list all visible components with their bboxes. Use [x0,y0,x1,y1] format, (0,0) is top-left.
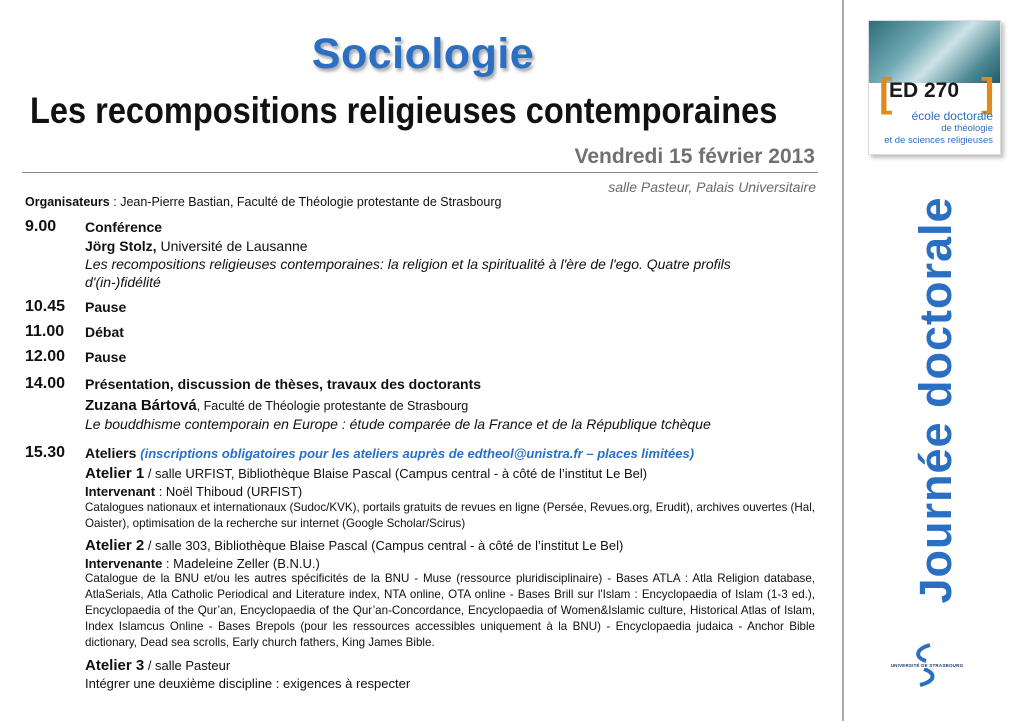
item-time: 11.00 [25,323,65,340]
atelier-1-title [85,465,647,482]
page-subtitle: Les recompositions religieuses contemporaines [30,90,778,131]
item-heading: Présentation, discussion de thèses, travaux des doctorants [85,376,482,392]
organisers-label: Organisateurs [25,195,110,209]
event-venue: salle Pasteur, Palais Universitaire [608,179,816,195]
vertical-title-text: Journée doctorale [910,196,961,604]
speaker-affiliation: , Faculté de Théologie protestante de Strasbourg [196,399,469,413]
item-time: 9.00 [25,218,57,235]
talk-title-line1: Le bouddhisme contemporain en Europe : étude comparée de la France et de la République tchèque [85,416,711,432]
logo-line2: de théologie [941,123,993,134]
speaker-role: Intervenant [85,484,156,499]
item-heading: Débat [85,324,124,340]
atelier-2-description: Catalogue de la BNU et/ou les autres spécificités de la BNU - Muse (ressource pluridisciplinaire) - Bases ATLA : Atla Religion database, AtlaSerials, Atla Catholic Periodical and Literature index, NTA online, OTA online - Bases Brill sur l'Islam : Encyclopaedia of Islam (1-3 ed.), Encyclopaedia of the Qur’an, Encyclopaedia of the Qur’an-Concordance, Encyclopaedia of Women&Islamic culture, Historical Atlas of Islam, Index Islamcus Online - Bases Brepols (pour les ressources accessibles uniquement à la BNU) - Encyclopaedia judaica - Anchor Bible dictionary, Dead sea scrolls, Early church fathers, King James Bible. [85,572,815,649]
item-speaker-line [85,238,308,254]
atelier-name: Atelier 2 [85,537,145,554]
page-divider [842,0,844,721]
item-time: 10.45 [25,298,66,315]
page-title: Sociologie [311,30,535,78]
university-logo [886,643,968,687]
organisers-value: Jean-Pierre Bastian, Faculté de Théologie protestante de Strasbourg [120,195,502,209]
speaker-name: Zuzana Bártová [85,397,197,414]
item-time: 12.00 [25,348,66,365]
atelier-1-description: Catalogues nationaux et internationaux (Sudoc/KVK), portails gratuits de revues en ligne (Persée, Revues.org, Erudit), archives ouvertes (Hal, Oaister), optimisation de la recherche sur internet (Google Scholar/Scirus) [85,501,815,530]
speaker-name: : Madeleine Zeller (B.N.U.) [162,556,320,571]
logo-line1: école doctorale [911,109,993,123]
item-heading: Pause [85,299,127,315]
atelier-2-speaker [85,556,320,571]
speaker-name: Jörg Stolz, [85,238,157,254]
event-date: Vendredi 15 février 2013 [574,145,815,168]
organisers-sep: : [109,195,121,209]
atelier-3-title [85,657,230,674]
talk-title-line1: Les recompositions religieuses contemporaines: la religion et la spiritualité à l'ère de l'ego. Quatre profils [85,256,731,272]
talk-title-line2: d'(in-)fidélité [85,274,161,290]
ed270-logo [868,20,1001,155]
atelier-2-title [85,537,623,554]
atelier-name: Atelier 1 [85,465,145,482]
speaker-affiliation: Université de Lausanne [156,238,308,254]
logo-bracket-left-icon: [ [879,71,893,115]
header-divider [22,172,818,173]
university-name: UNIVERSITÉ DE STRASBOURG [888,663,966,668]
logo-bracket-right-icon: ] [981,71,995,115]
speaker-name: : Noël Thiboud (URFIST) [155,484,303,499]
organisers-line [25,195,501,209]
item-time: 14.00 [25,375,66,392]
atelier-3-description: Intégrer une deuxième discipline : exigences à respecter [85,676,411,691]
ateliers-heading-line [85,445,694,461]
item-speaker-line [85,397,468,414]
item-heading: Ateliers [85,445,137,461]
speaker-role: Intervenante [85,556,163,571]
ateliers-registration-note: (inscriptions obligatoires pour les ateliers auprès de edtheol@unistra.fr – places limitées) [140,446,695,461]
item-heading: Pause [85,349,127,365]
item-heading: Conférence [85,219,163,235]
atelier-place: / salle Pasteur [144,658,231,673]
item-time: 15.30 [25,444,66,461]
atelier-1-speaker [85,484,302,499]
atelier-name: Atelier 3 [85,657,145,674]
logo-code: ED 270 [889,79,960,102]
logo-line3: et de sciences religieuses [884,135,993,146]
atelier-place: / salle URFIST, Bibliothèque Blaise Pascal (Campus central - à côté de l’institut Le Bel) [144,466,648,481]
atelier-place: / salle 303, Bibliothèque Blaise Pascal (Campus central - à côté de l’institut Le Bel) [144,538,624,553]
